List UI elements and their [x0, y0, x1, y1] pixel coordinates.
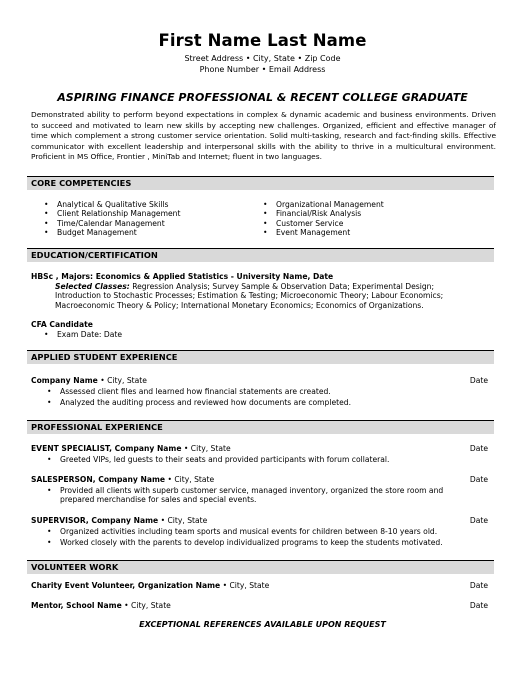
job-date: Date: [469, 444, 488, 453]
job-header: [31, 475, 488, 485]
company-name: Company Name: [31, 376, 98, 385]
applied-job-header: [31, 376, 488, 386]
certification-name: CFA Candidate: [31, 320, 93, 329]
job-header: [31, 516, 488, 526]
list-item: • Analytical & Qualitative Skills: [44, 200, 180, 209]
section-title: EDUCATION/CERTIFICATION: [31, 250, 158, 260]
selected-classes-line: Macroeconomic Theory & Policy; International Monetary Economics; Economics of Organizations.: [55, 300, 424, 310]
job-bullets: [47, 455, 389, 464]
section-title: APPLIED STUDENT EXPERIENCE: [31, 352, 178, 362]
list-item: • Financial/Risk Analysis: [263, 209, 384, 218]
list-item: • Greeted VIPs, led guests to their seats and provided participants with forum collateral.: [47, 455, 389, 464]
list-item: • Client Relationship Management: [44, 209, 180, 218]
job-location: • City, State: [165, 475, 215, 484]
certification-list: [44, 330, 122, 339]
section-title: VOLUNTEER WORK: [31, 562, 119, 572]
contact-address: Street Address • City, State • Zip Code: [184, 54, 341, 63]
job-location: • City, State: [158, 516, 208, 525]
list-item: • Exam Date: Date: [44, 330, 122, 339]
list-item: • Analyzed the auditing process and reviewed how documents are completed.: [47, 398, 351, 407]
job-location: • City, State: [97, 376, 147, 385]
job-date: Date: [469, 516, 488, 525]
volunteer-role: Mentor, School Name: [31, 601, 122, 610]
job-role: SUPERVISOR, Company Name: [31, 516, 159, 525]
job-location: • City, State: [181, 444, 231, 453]
job-date: Date: [469, 475, 488, 484]
list-item: • Assessed client files and learned how financial statements are created.: [47, 387, 351, 396]
job-role: SALESPERSON, Company Name: [31, 475, 166, 484]
selected-classes-label: Selected Classes:: [55, 281, 130, 291]
section-volunteer-work: [27, 560, 494, 574]
volunteer-date: Date: [469, 601, 488, 610]
education-block: [31, 272, 471, 310]
summary-paragraph: Demonstrated ability to perform beyond expectations in complex & dynamic academic and business environments. Driven to succeed and motivated to learn new skills by accepting new challenges. Organized, efficient and effective manager of time which complement a strong customer service orientation. Solid multi-tasking, research and fact-finding skills. Effective communicator with excellent leadership and interpersonal skills with the ability to thrive in a multicultural environment. Proficient in MS Office, Frontier , MiniTab and Internet; fluent in two languages.: [31, 110, 496, 162]
competencies-left-list: [44, 200, 180, 237]
list-item-continuation: prepared merchandise for sales and special events.: [60, 495, 257, 505]
section-core-competencies: [27, 176, 494, 190]
list-item: • Organizational Management: [263, 200, 384, 209]
list-item: • Time/Calendar Management: [44, 219, 180, 228]
list-item: • Worked closely with the parents to develop individualized programs to keep the students motivated.: [47, 538, 443, 547]
list-item: • Event Management: [263, 228, 384, 237]
volunteer-item: [31, 601, 488, 611]
list-item: • Provided all clients with superb customer service, managed inventory, organized the store room and: [47, 486, 443, 495]
section-professional-experience: [27, 420, 494, 434]
headline: ASPIRING FINANCE PROFESSIONAL & RECENT COLLEGE GRADUATE: [57, 91, 468, 104]
job-date: Date: [469, 376, 488, 385]
volunteer-location: • City, State: [220, 581, 270, 590]
section-title: CORE COMPETENCIES: [31, 178, 132, 188]
volunteer-date: Date: [469, 581, 488, 590]
job-bullets: [47, 486, 443, 505]
job-role: EVENT SPECIALIST, Company Name: [31, 444, 182, 453]
section-applied-experience: [27, 350, 494, 364]
competencies-right-list: [263, 200, 384, 237]
job-header: [31, 444, 488, 454]
selected-classes-line: Introduction to Stochastic Processes; Estimation & Testing; Microeconomic Theory; Labour Economics;: [55, 291, 444, 300]
selected-classes-line: [31, 282, 471, 292]
section-education: [27, 248, 494, 262]
applicant-name: First Name Last Name: [158, 31, 367, 50]
volunteer-role: Charity Event Volunteer, Organization Name: [31, 581, 221, 590]
job-bullets: [47, 527, 443, 548]
references-footer: EXCEPTIONAL REFERENCES AVAILABLE UPON REQUEST: [139, 620, 386, 629]
list-item: • Budget Management: [44, 228, 180, 237]
degree-line: HBSc , Majors: Economics & Applied Statistics - University Name, Date: [31, 272, 334, 281]
volunteer-location: • City, State: [121, 601, 171, 610]
list-item: • Customer Service: [263, 219, 384, 228]
certification-title: [31, 320, 471, 330]
volunteer-item: [31, 581, 488, 591]
list-item: • Organized activities including team sports and musical events for children between 8-10 years old.: [47, 527, 443, 536]
applied-job-bullets: [47, 387, 351, 408]
selected-classes-text: Regression Analysis; Survey Sample & Observation Data; Experimental Design;: [129, 281, 435, 291]
contact-phone-email: Phone Number • Email Address: [199, 65, 326, 74]
section-title: PROFESSIONAL EXPERIENCE: [31, 422, 163, 432]
